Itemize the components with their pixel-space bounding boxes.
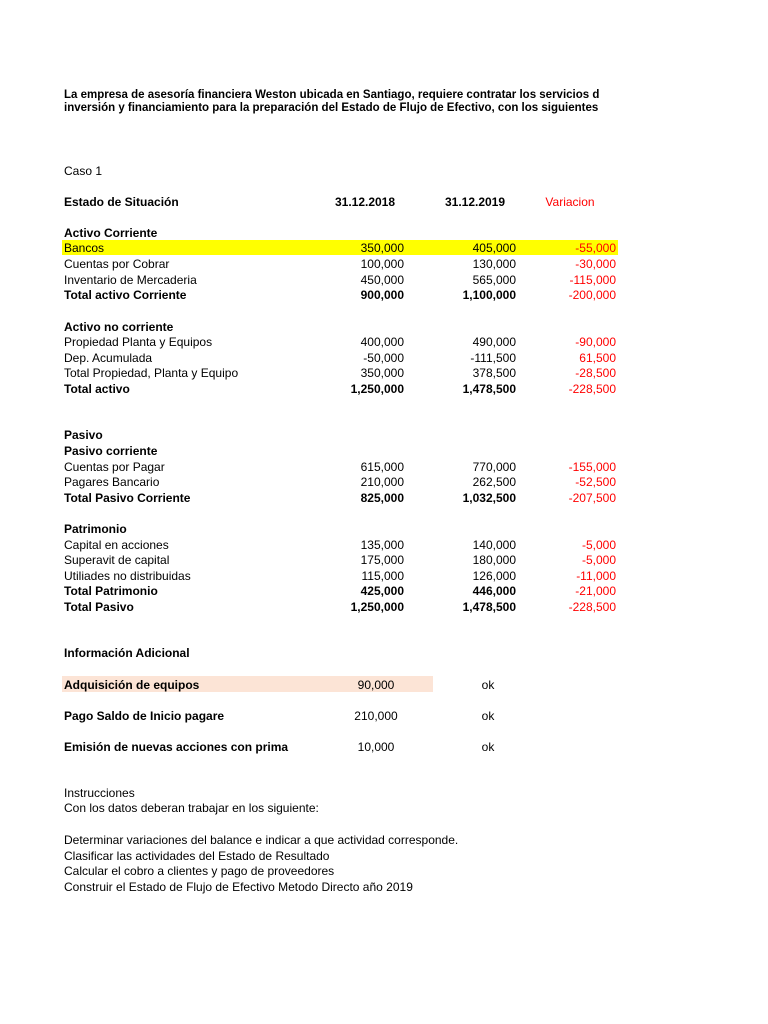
total-value-2019: 1,478,500 — [462, 382, 516, 396]
row-value-variacion: -28,500 — [575, 366, 616, 380]
total-value-variacion: -21,000 — [575, 584, 616, 598]
row-value-2018: 450,000 — [360, 273, 404, 287]
row-value-2019: 180,000 — [472, 553, 516, 567]
info-value: 10,000 — [357, 740, 395, 754]
row-label-superavit: Superavit de capital — [64, 553, 170, 567]
row-label-bancos: Bancos — [64, 241, 105, 255]
instruccion-item: Determinar variaciones del balance e indicar a que actividad corresponde. — [64, 833, 459, 847]
total-value-2018: 900,000 — [360, 288, 404, 302]
section-patrimonio: Patrimonio — [64, 522, 127, 536]
row-value-variacion: -52,500 — [575, 475, 616, 489]
instruccion-item: Construir el Estado de Flujo de Efectivo Metodo Directo año 2019 — [64, 880, 413, 894]
column-header-2019: 31.12.2019 — [444, 195, 506, 209]
total-value-2018: 1,250,000 — [350, 382, 404, 396]
row-value-2019: 405,000 — [472, 241, 516, 255]
row-value-2018: 175,000 — [360, 553, 404, 567]
info-status: ok — [481, 740, 495, 754]
row-label-inventario: Inventario de Mercaderia — [64, 273, 197, 287]
row-value-2018: 350,000 — [360, 366, 404, 380]
column-header-2018: 31.12.2018 — [334, 195, 396, 209]
row-value-2018: 100,000 — [360, 257, 404, 271]
row-value-variacion: -5,000 — [581, 538, 616, 552]
row-label-pagares-bancario: Pagares Bancario — [64, 475, 160, 489]
row-label-total-propiedad: Total Propiedad, Planta y Equipo — [64, 366, 239, 380]
row-value-2018: 400,000 — [360, 335, 404, 349]
section-pasivo-corriente: Pasivo corriente — [64, 444, 158, 458]
row-value-2018: 210,000 — [360, 475, 404, 489]
row-value-2019: 378,500 — [472, 366, 516, 380]
row-value-variacion: -155,000 — [568, 460, 616, 474]
row-value-2019: 140,000 — [472, 538, 516, 552]
total-activo-label: Total activo — [64, 382, 130, 396]
total-activo-corriente-label: Total activo Corriente — [64, 288, 187, 302]
total-value-2018: 825,000 — [360, 491, 404, 505]
row-value-variacion: -90,000 — [575, 335, 616, 349]
row-value-2019: 262,500 — [472, 475, 516, 489]
total-value-2019: 1,478,500 — [462, 600, 516, 614]
row-value-2018: 350,000 — [360, 241, 404, 255]
row-value-2018: 115,000 — [361, 569, 404, 583]
row-value-2018: 615,000 — [360, 460, 404, 474]
row-label-cuentas-por-pagar: Cuentas por Pagar — [64, 460, 165, 474]
row-value-2019: 490,000 — [472, 335, 516, 349]
row-value-2019: 565,000 — [472, 273, 516, 287]
row-label-dep-acumulada: Dep. Acumulada — [64, 351, 153, 365]
info-value: 210,000 — [354, 709, 398, 723]
total-pasivo-label: Total Pasivo — [64, 600, 134, 614]
row-value-2018: 135,000 — [360, 538, 404, 552]
total-value-variacion: -228,500 — [568, 382, 616, 396]
total-value-variacion: -207,500 — [568, 491, 616, 505]
info-label-emision: Emisión de nuevas acciones con prima — [64, 740, 289, 754]
row-value-variacion: -30,000 — [575, 257, 616, 271]
row-value-variacion: -55,000 — [575, 241, 616, 255]
instrucciones-title: Instrucciones — [64, 786, 135, 800]
total-value-2019: 446,000 — [472, 584, 516, 598]
total-value-2018: 425,000 — [360, 584, 404, 598]
row-label-utiliades: Utiliades no distribuidas — [64, 569, 191, 583]
section-activo-corriente: Activo Corriente — [64, 226, 158, 240]
row-value-variacion: -115,000 — [569, 273, 616, 287]
instruccion-item: Calcular el cobro a clientes y pago de proveedores — [64, 864, 335, 878]
total-patrimonio-label: Total Patrimonio — [64, 584, 158, 598]
section-activo-no-corriente: Activo no corriente — [64, 320, 174, 334]
statement-title: Estado de Situación — [64, 195, 179, 209]
total-value-2018: 1,250,000 — [350, 600, 404, 614]
intro-line-2: inversión y financiamiento para la preparación del Estado de Flujo de Efectivo, con los siguientes — [64, 102, 599, 114]
row-value-2019: 770,000 — [472, 460, 516, 474]
info-label-adquisicion: Adquisición de equipos — [64, 678, 200, 692]
caso-label: Caso 1 — [64, 164, 103, 178]
row-value-2019: 126,000 — [472, 569, 516, 583]
info-label-pago-saldo: Pago Saldo de Inicio pagare — [64, 709, 225, 723]
total-pasivo-corriente-label: Total Pasivo Corriente — [64, 491, 191, 505]
instruccion-item: Clasificar las actividades del Estado de Resultado — [64, 849, 330, 863]
section-informacion-adicional: Información Adicional — [64, 646, 190, 660]
row-label-cuentas-por-cobrar: Cuentas por Cobrar — [64, 257, 170, 271]
row-value-2019: 130,000 — [472, 257, 516, 271]
column-header-variacion: Variacion — [545, 195, 595, 209]
row-value-variacion: 61,500 — [579, 351, 616, 365]
info-value: 90,000 — [357, 678, 395, 692]
total-value-2019: 1,100,000 — [462, 288, 516, 302]
row-value-variacion: -5,000 — [581, 553, 616, 567]
section-pasivo: Pasivo — [64, 428, 103, 442]
row-value-2019: -111,500 — [470, 351, 516, 365]
row-label-capital-acciones: Capital en acciones — [64, 538, 169, 552]
info-status: ok — [481, 678, 495, 692]
row-label-propiedad-planta: Propiedad Planta y Equipos — [64, 335, 213, 349]
total-value-variacion: -200,000 — [568, 288, 616, 302]
intro-line-1: La empresa de asesoría financiera Weston ubicada en Santiago, requiere contratar los servicios d — [64, 89, 600, 101]
row-value-2018: -50,000 — [363, 351, 404, 365]
instrucciones-intro: Con los datos deberan trabajar en los siguiente: — [64, 801, 319, 815]
row-value-variacion: -11,000 — [576, 569, 616, 583]
info-status: ok — [481, 709, 495, 723]
total-value-2019: 1,032,500 — [462, 491, 516, 505]
total-value-variacion: -228,500 — [568, 600, 616, 614]
